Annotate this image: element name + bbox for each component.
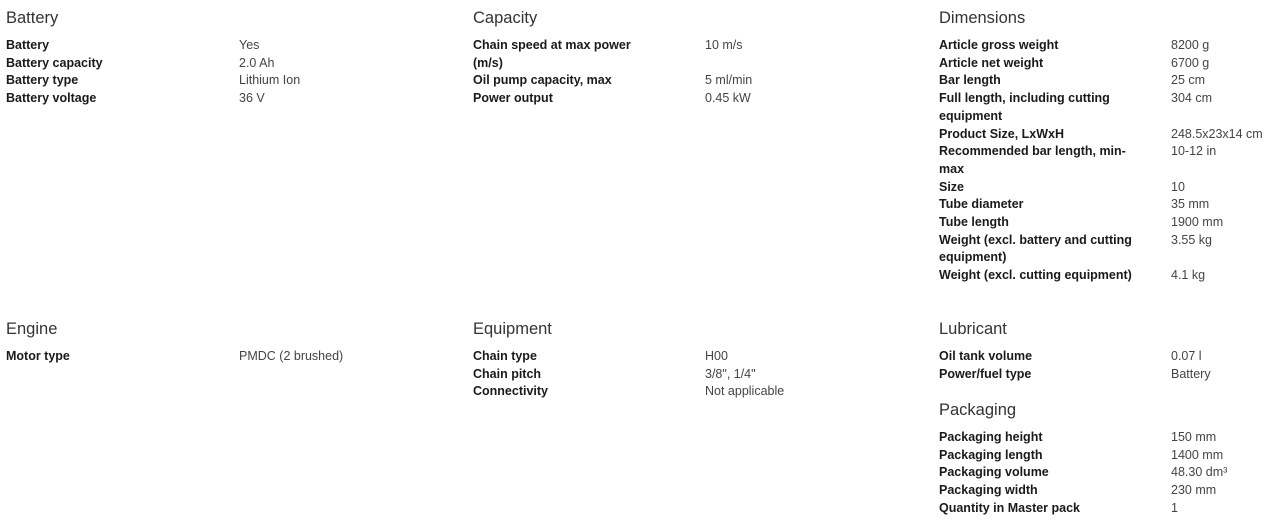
spec-row (939, 267, 1280, 285)
section-title: Capacity (473, 9, 538, 27)
spec-row (939, 429, 1280, 447)
spec-value: 1900 mm (1171, 215, 1224, 230)
spec-list (473, 348, 818, 401)
spec-list (939, 348, 1280, 383)
spec-label: Battery type (6, 73, 79, 88)
spec-label: Oil pump capacity, max (473, 73, 612, 88)
spec-value: PMDC (2 brushed) (239, 349, 344, 363)
spec-value: 248.5x23x14 cm (1171, 126, 1263, 141)
spec-value: 25 cm (1171, 73, 1206, 88)
spec-label: Weight (excl. battery and cutting equipment) (939, 232, 1132, 265)
spec-label: Battery capacity (6, 55, 103, 70)
spec-value: 150 mm (1171, 430, 1217, 444)
spec-row (939, 37, 1280, 55)
spec-label: Power output (473, 91, 553, 106)
section-title: Battery (6, 9, 59, 27)
spec-row (939, 179, 1280, 197)
spec-label: Recommended bar length, min-max (939, 144, 1126, 176)
spec-value: 6700 g (1171, 55, 1210, 70)
spec-value: 36 V (239, 91, 265, 106)
spec-row (939, 348, 1280, 366)
spec-value: 10-12 in (1171, 144, 1217, 159)
spec-label: Packaging length (939, 447, 1043, 462)
section-title: Lubricant (939, 320, 1007, 338)
spec-value: Lithium Ion (239, 73, 301, 88)
spec-value: 48.30 dm³ (1171, 465, 1228, 480)
battery-section (6, 8, 351, 108)
spec-value: 2.0 Ah (239, 55, 275, 70)
spec-value: 8200 g (1171, 38, 1210, 52)
section-title: Equipment (473, 320, 552, 338)
spec-label: Size (939, 179, 965, 194)
lubricant-section (939, 319, 1280, 383)
engine-section (6, 319, 351, 366)
section-title: Engine (6, 320, 58, 338)
spec-label: Tube length (939, 215, 1009, 230)
spec-label: Motor type (6, 349, 70, 363)
spec-label: Connectivity (473, 384, 549, 399)
spec-row (473, 72, 818, 90)
spec-row (939, 72, 1280, 90)
spec-value: 230 mm (1171, 483, 1217, 498)
capacity-section (473, 8, 818, 108)
spec-row (473, 348, 818, 366)
spec-value: 0.45 kW (705, 91, 751, 106)
spec-row (939, 55, 1280, 73)
spec-value: 1400 mm (1171, 447, 1224, 462)
spec-row (939, 214, 1280, 232)
spec-row (473, 383, 818, 401)
spec-value: 5 ml/min (705, 73, 753, 88)
spec-label: Packaging volume (939, 465, 1049, 480)
spec-label: Battery voltage (6, 91, 97, 106)
spec-value: 3.55 kg (1171, 232, 1213, 247)
spec-label: Full length, including cutting equipment (939, 91, 1110, 123)
spec-label: Article gross weight (939, 38, 1059, 52)
packaging-section (939, 400, 1280, 518)
spec-label: Packaging height (939, 430, 1043, 444)
spec-row (939, 143, 1280, 178)
spec-label: Chain speed at max power (m/s) (473, 38, 631, 70)
spec-row (6, 37, 351, 55)
spec-value: Battery (1171, 366, 1211, 381)
spec-row (939, 196, 1280, 214)
spec-list (6, 348, 351, 366)
spec-value: 10 (1171, 179, 1185, 194)
spec-value: 0.07 l (1171, 349, 1202, 363)
spec-value: 304 cm (1171, 91, 1212, 106)
spec-label: Chain type (473, 349, 537, 363)
spec-value: 10 m/s (705, 38, 743, 52)
spec-row (939, 232, 1280, 267)
spec-label: Battery (6, 38, 50, 52)
spec-row (473, 366, 818, 384)
spec-value: 35 mm (1171, 197, 1210, 212)
spec-row (6, 348, 351, 366)
section-title: Packaging (939, 401, 1017, 419)
spec-label: Chain pitch (473, 366, 542, 381)
spec-row (939, 500, 1280, 518)
spec-label: Weight (excl. cutting equipment) (939, 268, 1132, 283)
spec-label: Article net weight (939, 55, 1044, 70)
equipment-section (473, 319, 818, 401)
spec-value: 3/8", 1/4" (705, 366, 756, 381)
spec-label: Product Size, LxWxH (939, 126, 1065, 141)
spec-row (939, 482, 1280, 500)
spec-value: H00 (705, 349, 728, 363)
spec-row (939, 126, 1280, 144)
spec-list (939, 429, 1280, 518)
spec-row (6, 55, 351, 73)
spec-label: Bar length (939, 73, 1001, 88)
spec-row (939, 90, 1280, 125)
spec-row (6, 72, 351, 90)
spec-row (6, 90, 351, 108)
section-title: Dimensions (939, 9, 1026, 27)
spec-row (939, 366, 1280, 384)
spec-value: 4.1 kg (1171, 268, 1206, 283)
spec-label: Packaging width (939, 483, 1038, 498)
spec-list (939, 37, 1280, 285)
spec-label: Power/fuel type (939, 366, 1032, 381)
spec-list (6, 37, 351, 108)
spec-row (473, 90, 818, 108)
spec-value: Yes (239, 38, 260, 52)
dimensions-section (939, 8, 1280, 285)
spec-value: 1 (1171, 500, 1178, 515)
spec-list (473, 37, 818, 108)
spec-row (939, 464, 1280, 482)
spec-label: Oil tank volume (939, 349, 1033, 363)
spec-value: Not applicable (705, 384, 785, 399)
spec-row (939, 447, 1280, 465)
spec-label: Tube diameter (939, 197, 1024, 212)
spec-row (473, 37, 818, 72)
spec-label: Quantity in Master pack (939, 500, 1081, 515)
